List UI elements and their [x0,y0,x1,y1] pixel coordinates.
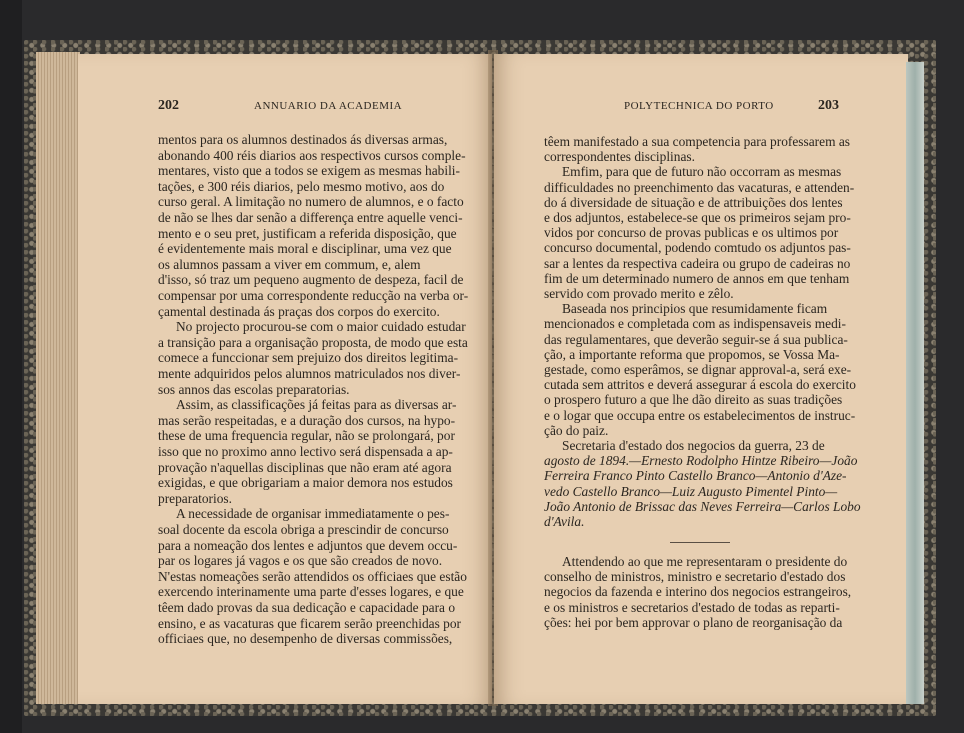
text-line: mentos para os alumnos destinados ás diversas armas, [158,132,448,147]
text-line: ção do paiz. [544,422,609,438]
text-line: Emfim, para que de futuro não occorram as mesmas [562,164,842,180]
text-line: é evidentemente mais moral e disciplinar, uma vez que [158,241,452,257]
text-line: os alumnos passam a viver em commum, e, alem [158,256,421,272]
text-line: Assim, as classificações já feitas para as diversas ar- [176,397,457,413]
page-edges-right [906,62,924,704]
text-line: do á diversidade de situação e de attribuições dos lentes [544,194,843,210]
text-line: difficuldades no preenchimento das vacaturas, e attenden- [544,179,855,195]
text-line: servido com provado merito e zêlo. [544,286,734,301]
text-line: vidos por concurso de provas publicas e os ultimos por [544,225,839,241]
text-line: mente adquiridos pelos alumnos matriculados nos diver- [158,366,461,381]
text-line: provação n'aquellas disciplinas que não eram até agora [158,459,452,475]
left-page [78,54,492,704]
text-line: ções: hei por bem approvar o plano de reorganisação da [544,614,843,630]
text-line: d'Avila. [544,514,585,529]
text-line: isso que no proximo anno lectivo será dispensada a ap- [158,444,453,459]
text-line: gestade, como esperâmos, se dignar approval-a, será exe- [544,362,852,377]
text-line: fim de um determinado numero de annos em que tenham [544,270,850,286]
text-line: par os logares já vagos e os que são creados de novo. [158,553,443,569]
text-line: these de uma frequencia regular, não se prolongará, por [158,428,455,444]
text-line: sar a lentes da respectiva cadeira ou grupo de cadeiras no [544,255,851,271]
left-page-number: 202 [158,98,179,113]
text-line: agosto de 1894.—Ernesto Rodolpho Hintze Ribeiro—João [544,453,858,469]
text-line: Attendendo ao que me representaram o presidente do [562,554,848,569]
text-line: officiaes que, no desempenho de diversas commissões, [158,631,453,647]
text-line: d'isso, só traz um pequeno augmento de despeza, facil de [158,272,464,288]
text-line: preparatorios. [158,490,232,506]
right-page [494,54,908,704]
text-line: têem manifestado a sua competencia para professarem as [544,134,850,149]
text-line: de não se lhes dar senão a differença entre aquelle venci- [158,210,463,225]
text-line: N'estas nomeações serão attendidos os officiaes que estão [158,568,467,584]
text-line: para a nomeação dos lentes e adjuntos que devem occu- [158,537,458,553]
text-line: exercendo interinamente uma parte d'esses logares, e que [158,584,464,600]
text-line: e o logar que occupa entre os estabelecimentos de instruc- [544,407,856,423]
text-line: abonando 400 réis diarios aos respectivos cursos comple- [158,147,466,163]
text-line: mento e o seu pret, justificam a referida disposição, que [158,225,457,241]
text-line: Baseada nos principios que resumidamente ficam [562,301,828,317]
text-line: ensino, e as vacaturas que ficarem serão preenchidas por [158,615,462,631]
text-line: correspondentes disciplinas. [544,149,695,165]
text-line: cutada sem attritos e deverá assegurar á escola do exercito [544,377,856,393]
left-running-head: ANNUARIO DA ACADEMIA [254,100,403,112]
text-line: çamental destinada ás praças dos corpos do exercito. [158,303,440,319]
text-line: Secretaria d'estado dos negocios da guerra, 23 de [562,438,825,453]
background-left [0,0,22,733]
text-line: mencionados e completada com as indispensaveis medi- [544,316,846,332]
text-line: mas serão respeitadas, e a duração dos cursos, na hypo- [158,412,456,428]
text-line: No projecto procurou-se com o maior cuidado estudar [176,319,466,335]
text-line: têem dado provas da sua dedicação e capacidade para o [158,600,456,615]
text-line: conselho de ministros, ministro e secretario d'estado dos [544,569,846,585]
text-line: mentares, visto que a todos se exigem as mesmas habili- [158,163,460,179]
text-line: e os ministros e secretarios d'estado de todas as reparti- [544,599,840,615]
right-running-head: POLYTECHNICA DO PORTO [624,100,774,112]
text-line: o prospero futuro a que lhe dão direito as suas tradições [544,392,843,408]
text-line: das regulamentares, que deverão seguir-se á sua publica- [544,331,848,347]
text-line: ção, a importante reforma que propomos, se Vossa Ma- [544,346,840,362]
text-line: exigidas, e que obrigariam a maior demora nos estudos [158,475,453,491]
text-line: curso geral. A limitação no numero de alumnos, e o facto [158,194,464,210]
right-page-number: 203 [818,98,839,113]
section-separator [670,542,730,543]
text-line: concurso documental, podendo comtudo os adjuntos pas- [544,240,851,256]
text-line: compensar por uma correspondente reducção na verba or- [158,288,469,303]
text-line: e dos adjuntos, estabelece-se que os primeiros sejam pro- [544,210,851,225]
page-edges-left [36,52,80,704]
text-line: A necessidade de organisar immediatamente o pes- [176,506,450,522]
text-line: soal docente da escola obriga a prescindir de concurso [158,522,449,537]
text-line: negocios da fazenda e interino dos negocios estrangeiros, [544,584,852,600]
text-line: João Antonio de Brissac das Neves Ferreira—Carlos Lobo [544,498,861,514]
text-line: comece a funccionar sem prejuizo dos direitos legitima- [158,350,459,366]
text-line: a transição para a organisação proposta, de modo que esta [158,334,468,350]
text-line: vedo Castello Branco—Luiz Augusto Pimentel Pinto— [544,483,838,499]
text-line: Ferreira Franco Pinto Castello Branco—Antonio d'Aze- [544,468,847,484]
text-line: tações, e 300 réis diarios, pelo mesmo motivo, aos do [158,178,445,194]
text-line: sos annos das escolas preparatorias. [158,381,350,397]
